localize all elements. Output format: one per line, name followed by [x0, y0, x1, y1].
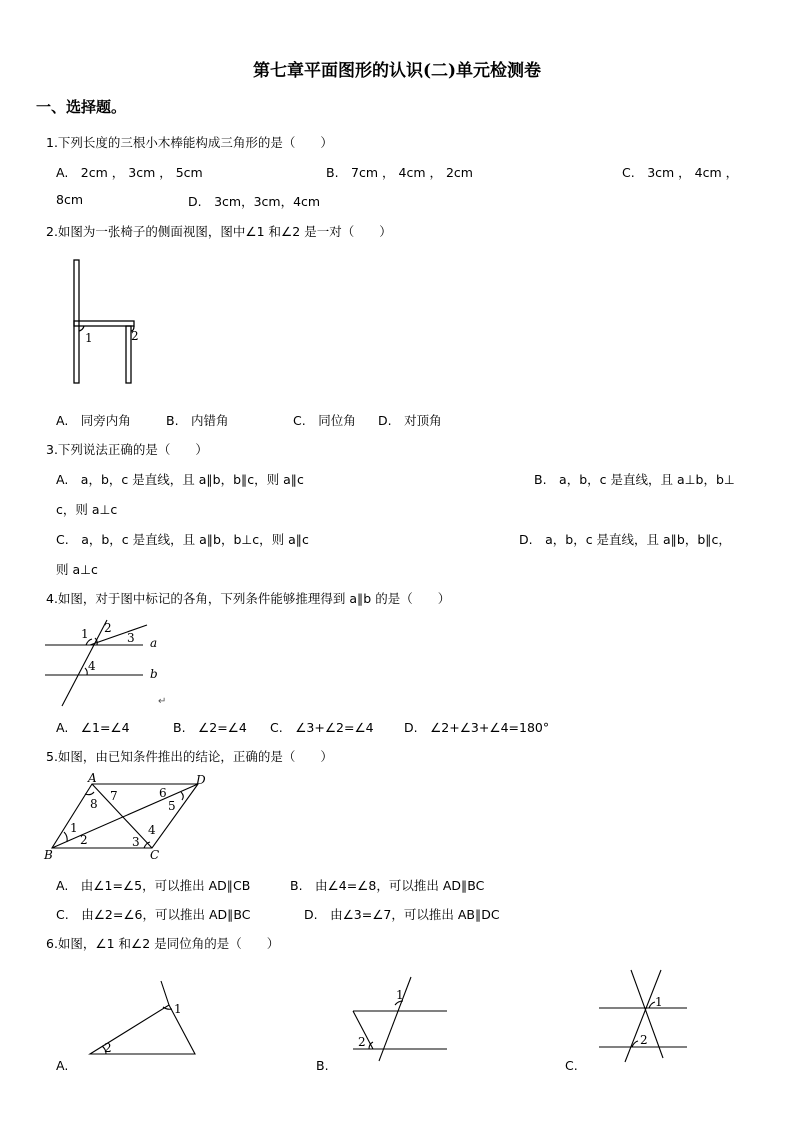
question-4-option-a: A. ∠1=∠4: [56, 720, 130, 735]
question-5-stem: 5.如图，由已知条件推出的结论，正确的是（ ）: [46, 749, 333, 764]
question-1-option-d: D. 3cm，3cm，4cm: [188, 194, 321, 209]
q6a-label-1: 1: [174, 1002, 182, 1016]
question-6-option-a: A.: [56, 1058, 69, 1073]
q4-label-4: 4: [88, 659, 96, 673]
question-6-stem: 6.如图，∠1 和∠2 是同位角的是（ ）: [46, 936, 280, 951]
parallelogram-figure: [40, 770, 220, 864]
question-1-option-c: C. 3cm ， 4cm ，: [622, 165, 739, 180]
q6-figure-b: [345, 975, 455, 1065]
q5-label-8: 8: [90, 797, 98, 811]
q6-figure-c: [595, 968, 695, 1063]
question-3-stem: 3.下列说法正确的是（ ）: [46, 442, 208, 457]
diagonal-bd: [52, 784, 198, 848]
q5-label-7: 7: [110, 789, 118, 803]
q4-label-b: b: [150, 667, 158, 681]
question-4-option-d: D. ∠2+∠3+∠4=180°: [404, 720, 550, 735]
question-6-option-c: C.: [565, 1058, 578, 1073]
return-mark: ↵: [158, 696, 167, 707]
question-1-option-b: B. 7cm ， 4cm ， 2cm: [326, 165, 473, 180]
q6b-label-1: 1: [396, 988, 404, 1002]
q5-label-1: 1: [70, 821, 78, 835]
q5-label-6: 6: [159, 786, 167, 800]
q5-label-3: 3: [132, 835, 140, 849]
question-4-option-c: C. ∠3+∠2=∠4: [270, 720, 374, 735]
q4-label-a: a: [150, 636, 158, 650]
vertex-label-c: C: [150, 848, 160, 862]
question-3-option-d: D. a，b，c 是直线，且 a∥b，b∥c，: [519, 532, 731, 547]
chair-label-2: 2: [131, 329, 139, 343]
question-4-stem: 4.如图，对于图中标记的各角，下列条件能够推理得到 a∥b 的是（ ）: [46, 591, 451, 606]
q5-label-2: 2: [80, 833, 88, 847]
question-3-option-a: A. a，b，c 是直线，且 a∥b，b∥c，则 a∥c: [56, 472, 304, 487]
q5-label-5: 5: [168, 799, 176, 813]
question-1-option-c-continued: 8cm: [56, 192, 84, 207]
question-5-option-a: A. 由∠1=∠5，可以推出 AD∥CB: [56, 878, 251, 893]
q4-label-1: 1: [81, 627, 89, 641]
question-4-option-b: B. ∠2=∠4: [173, 720, 247, 735]
question-5-option-b: B. 由∠4=∠8，可以推出 AD∥BC: [290, 878, 485, 893]
question-2-option-a: A. 同旁内角: [56, 413, 131, 428]
question-2-option-c: C. 同位角: [293, 413, 356, 428]
q6a-label-2: 2: [104, 1041, 112, 1055]
vertex-label-a: A: [88, 771, 97, 785]
question-1-stem: 1.下列长度的三根小木棒能构成三角形的是（ ）: [46, 135, 333, 150]
vertex-label-d: D: [196, 773, 206, 787]
transversal-line-1: [625, 970, 661, 1062]
q6b-label-2: 2: [358, 1035, 366, 1049]
question-2-option-d: D. 对顶角: [378, 413, 442, 428]
q5-label-4: 4: [148, 823, 156, 837]
question-6-option-b: B.: [316, 1058, 329, 1073]
transversal-line: [379, 977, 411, 1061]
question-1-option-a: A. 2cm ， 3cm ， 5cm: [56, 165, 203, 180]
chair-figure: [60, 255, 150, 390]
q4-label-2: 2: [104, 621, 112, 635]
q4-label-3: 3: [127, 631, 135, 645]
diagonal-ac: [92, 784, 152, 848]
question-3-option-b: B. a，b，c 是直线，且 a⊥b，b⊥: [534, 472, 735, 487]
chair-seat: [74, 321, 134, 326]
vertex-label-b: B: [44, 848, 53, 862]
question-5-option-d: D. 由∠3=∠7，可以推出 AB∥DC: [304, 907, 500, 922]
question-2-option-b: B. 内错角: [166, 413, 229, 428]
parallel-lines-figure: [40, 616, 180, 708]
chair-angle-1-arc: [79, 326, 84, 331]
section-heading: 一、选择题。: [36, 98, 127, 116]
page-title: 第七章平面图形的认识(二)单元检测卷: [252, 61, 542, 81]
q6-figure-a: [85, 975, 205, 1060]
q6c-label-1: 1: [655, 995, 663, 1009]
question-5-option-c: C. 由∠2=∠6，可以推出 AD∥BC: [56, 907, 251, 922]
q6c-label-2: 2: [640, 1033, 648, 1047]
question-2-stem: 2.如图为一张椅子的侧面视图，图中∠1 和∠2 是一对（ ）: [46, 224, 392, 239]
question-3-option-d-continued: 则 a⊥c: [56, 562, 98, 577]
question-3-option-b-continued: c，则 a⊥c: [56, 502, 118, 517]
chair-label-1: 1: [85, 331, 93, 345]
question-3-option-c: C. a，b，c 是直线，且 a∥b，b⊥c，则 a∥c: [56, 532, 309, 547]
extension-line: [161, 981, 169, 1005]
